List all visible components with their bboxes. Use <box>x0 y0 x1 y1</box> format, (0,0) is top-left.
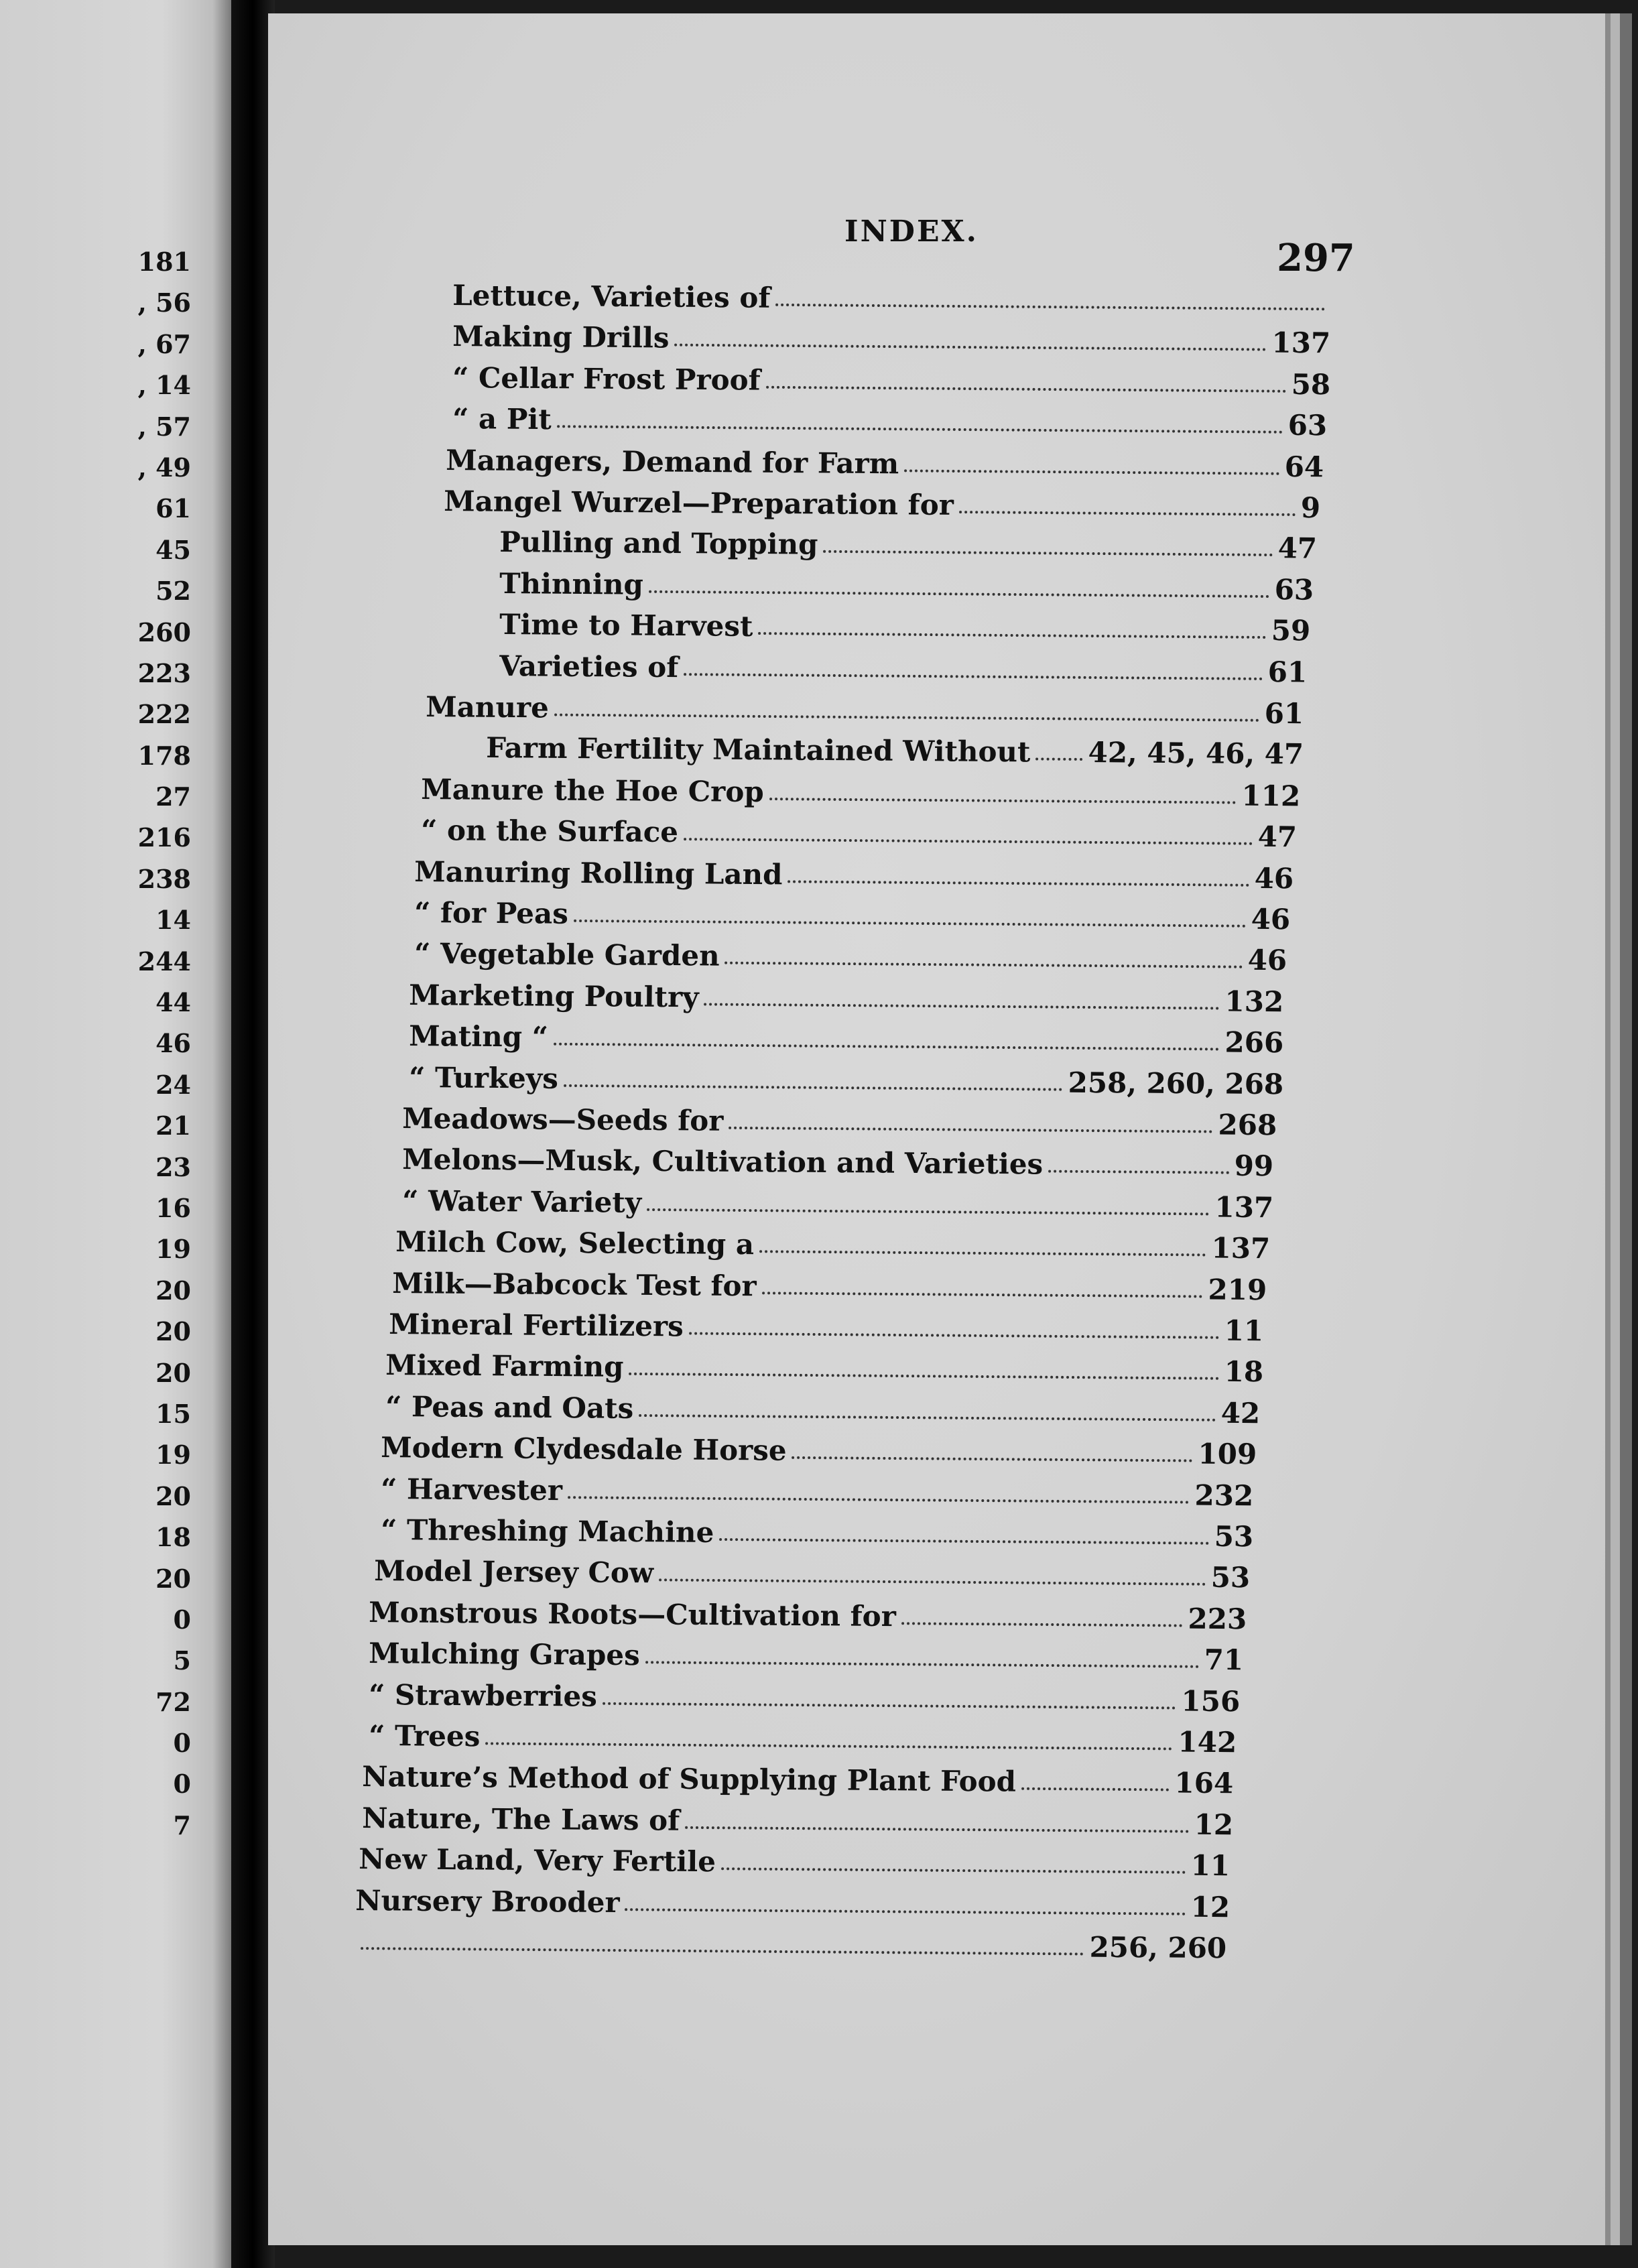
index-entry <box>452 354 1330 401</box>
dot-leader <box>758 632 1265 639</box>
index-entry <box>389 1300 1263 1347</box>
index-term: Mineral Fertilizers <box>389 1308 684 1343</box>
index-term: Mangel Wurzel—Preparation for <box>444 485 954 521</box>
index-term: Managers, Demand for Farm <box>446 443 899 480</box>
index-page-refs: 232 <box>1194 1478 1254 1512</box>
index-entry <box>355 1917 1226 1964</box>
index-page-refs: 132 <box>1224 985 1284 1019</box>
index-page-refs: 42, 45, 46, 47 <box>1088 736 1304 771</box>
left-page-number: 223 <box>137 657 191 688</box>
index-term: Farm Fertility Maintained Without <box>486 731 1031 769</box>
index-term: “ Vegetable Garden <box>414 937 720 972</box>
index-page-refs: 42 <box>1220 1396 1261 1430</box>
index-page-refs: 46 <box>1251 902 1291 936</box>
dot-leader <box>659 1579 1206 1586</box>
index-page-refs: 137 <box>1211 1231 1271 1265</box>
dot-leader <box>704 1003 1220 1009</box>
index-term: New Land, Very Fertile <box>359 1842 716 1879</box>
left-page-number: 260 <box>137 617 191 647</box>
index-page-refs: 12 <box>1194 1808 1234 1842</box>
index-page-refs: 142 <box>1178 1725 1237 1759</box>
left-page-number: 20 <box>155 1563 191 1594</box>
index-entry <box>414 930 1287 976</box>
index-entry <box>381 1465 1253 1512</box>
index-page-refs: 256, 260 <box>1089 1930 1227 1965</box>
left-page-number: 45 <box>155 534 191 565</box>
left-page-number: 222 <box>137 699 191 730</box>
left-page-number: 20 <box>155 1316 191 1347</box>
index-page-refs: 46 <box>1247 944 1287 977</box>
index-page-refs: 53 <box>1210 1561 1251 1594</box>
left-page-number: 238 <box>137 863 191 894</box>
index-term: Nursery Brooder <box>355 1883 620 1919</box>
left-page-number-column <box>84 241 191 1846</box>
index-page-refs: 258, 260, 268 <box>1068 1066 1284 1100</box>
left-page-number: 0 <box>173 1728 191 1759</box>
left-page-number: 0 <box>173 1604 191 1635</box>
index-page-refs: 9 <box>1300 491 1321 525</box>
dot-leader <box>557 425 1283 434</box>
index-entry <box>392 1259 1267 1306</box>
index-entry <box>499 642 1307 688</box>
index-page-refs: 58 <box>1291 367 1331 401</box>
dot-leader <box>629 1373 1218 1380</box>
dot-leader <box>788 880 1249 886</box>
left-page-number: 7 <box>173 1810 191 1840</box>
index-entry <box>369 1671 1240 1718</box>
index-entry <box>426 683 1304 730</box>
index-page-refs: 219 <box>1208 1273 1267 1306</box>
index-page-refs: 46 <box>1254 861 1294 895</box>
index-page-refs: 59 <box>1271 614 1311 647</box>
index-term: Manure <box>426 690 550 724</box>
index-page-refs: 11 <box>1190 1848 1231 1883</box>
dot-leader <box>639 1414 1216 1422</box>
index-page-refs: 109 <box>1198 1437 1257 1471</box>
index-term: “ Strawberries <box>369 1678 598 1713</box>
index-entry <box>409 1054 1283 1100</box>
index-entry <box>374 1547 1250 1594</box>
index-page-refs: 99 <box>1234 1149 1274 1183</box>
index-page-refs: 156 <box>1181 1684 1241 1718</box>
dot-leader <box>564 1084 1063 1090</box>
index-entry <box>385 1383 1260 1430</box>
index-page-refs: 61 <box>1264 696 1304 731</box>
index-page-refs: 64 <box>1284 450 1324 483</box>
dot-leader <box>904 469 1279 475</box>
left-page-number: 244 <box>137 946 191 976</box>
index-term: “ Trees <box>369 1719 481 1753</box>
dot-leader <box>725 962 1243 968</box>
index-term: “ Harvester <box>381 1472 563 1507</box>
index-page-refs: 164 <box>1174 1766 1234 1800</box>
index-term: “ Cellar Frost Proof <box>452 361 761 397</box>
index-term: Mating “ <box>409 1019 549 1054</box>
index-entry <box>452 395 1327 442</box>
left-page-number: 52 <box>155 576 191 607</box>
index-entry <box>414 889 1290 936</box>
dot-leader <box>1048 1170 1229 1174</box>
index-term: Lettuce, Varieties of <box>452 279 771 314</box>
index-page-refs: 137 <box>1271 326 1331 360</box>
page-number: 297 <box>1277 236 1355 280</box>
index-page-refs: 18 <box>1224 1355 1264 1389</box>
index-entry <box>499 601 1310 647</box>
index-page-refs: 63 <box>1287 408 1328 442</box>
left-page-number: 0 <box>173 1769 191 1800</box>
left-page-number: 216 <box>137 822 191 853</box>
dot-leader <box>1021 1787 1170 1791</box>
index-term: Manuring Rolling Land <box>414 855 783 891</box>
dot-leader <box>766 385 1286 392</box>
dot-leader <box>554 714 1259 722</box>
dot-leader <box>769 798 1237 804</box>
index-entry <box>414 848 1294 895</box>
dot-leader <box>361 1947 1084 1955</box>
left-page-number: , 14 <box>137 370 191 401</box>
index-page-refs: 112 <box>1241 779 1301 813</box>
index-page-refs: 63 <box>1274 572 1314 607</box>
index-entry <box>402 1135 1273 1182</box>
index-entry <box>452 312 1330 359</box>
index-term: Varieties of <box>499 649 679 684</box>
index-term: “ Threshing Machine <box>381 1513 714 1549</box>
left-page-number: 14 <box>155 905 191 936</box>
left-page-number: 178 <box>137 740 191 771</box>
left-page-number: 20 <box>155 1357 191 1388</box>
index-term: “ Peas and Oats <box>385 1389 634 1425</box>
index-entry <box>446 436 1324 483</box>
dot-leader <box>684 838 1253 845</box>
dot-leader <box>625 1908 1186 1915</box>
left-page-number: 19 <box>155 1234 191 1265</box>
index-page-refs: 61 <box>1267 655 1308 689</box>
dot-leader <box>574 920 1246 928</box>
dot-leader <box>485 1742 1172 1750</box>
index-term: “ Water Variety <box>402 1184 642 1219</box>
index-entry <box>385 1341 1263 1388</box>
index-term: Mixed Farming <box>385 1348 624 1384</box>
index-page-refs: 223 <box>1188 1602 1247 1636</box>
index-term: Monstrous Roots—Cultivation for <box>369 1595 897 1633</box>
left-page-number: 21 <box>155 1111 191 1141</box>
dot-leader <box>1035 758 1082 761</box>
left-facing-page <box>0 0 231 2268</box>
index-term: Time to Harvest <box>499 608 753 643</box>
left-page-number: , 49 <box>137 452 191 483</box>
index-term: Marketing Poultry <box>409 978 699 1014</box>
index-term: “ on the Surface <box>421 814 679 849</box>
left-page-number: 15 <box>155 1398 191 1429</box>
index-term: “ for Peas <box>414 896 569 930</box>
index-page-refs: 268 <box>1218 1108 1277 1142</box>
left-page-number: 24 <box>155 1069 191 1100</box>
dot-leader <box>823 550 1272 556</box>
left-page-number: 16 <box>155 1192 191 1223</box>
left-page-number: 20 <box>155 1275 191 1306</box>
index-entry <box>362 1794 1233 1841</box>
index-page-refs: 12 <box>1190 1890 1231 1924</box>
index-page-refs: 137 <box>1214 1190 1274 1224</box>
dot-leader <box>759 1250 1206 1256</box>
index-page-refs: 53 <box>1214 1519 1254 1554</box>
dot-leader <box>762 1292 1203 1298</box>
left-page-number: 18 <box>155 1522 191 1553</box>
index-term: Milk—Babcock Test for <box>392 1266 757 1302</box>
index-entry <box>369 1588 1247 1635</box>
index-term: Milch Cow, Selecting a <box>395 1225 755 1261</box>
index-page-refs: 11 <box>1224 1314 1264 1348</box>
index-entry <box>369 1629 1243 1676</box>
index-term: Meadows—Seeds for <box>402 1102 724 1137</box>
index-entry <box>499 518 1317 565</box>
dot-leader <box>689 1332 1219 1339</box>
index-term: Thinning <box>499 566 644 601</box>
left-page-number: 61 <box>155 493 191 524</box>
index-entry <box>486 724 1304 771</box>
index-page-refs: 71 <box>1204 1643 1244 1677</box>
dot-leader <box>729 1127 1212 1133</box>
index-term: Melons—Musk, Cultivation and Varieties <box>402 1143 1044 1181</box>
left-page-number: 181 <box>137 247 191 277</box>
index-page-refs: 266 <box>1224 1025 1284 1060</box>
index-page <box>268 13 1605 2245</box>
left-page-number: , 57 <box>137 411 191 442</box>
index-term: Model Jersey Cow <box>374 1554 654 1590</box>
index-term: Manure the Hoe Crop <box>421 772 764 808</box>
running-title: INDEX. <box>844 214 979 249</box>
index-entry <box>421 765 1300 812</box>
left-page-number: 5 <box>173 1645 191 1676</box>
dot-leader <box>901 1622 1183 1627</box>
left-page-number: 19 <box>155 1440 191 1470</box>
dot-leader <box>685 1826 1189 1833</box>
index-entry <box>381 1506 1253 1553</box>
dot-leader <box>603 1702 1176 1709</box>
dot-leader <box>719 1538 1208 1545</box>
dot-leader <box>775 304 1325 310</box>
index-entry <box>359 1835 1230 1882</box>
left-page-number: 72 <box>155 1686 191 1717</box>
dot-leader <box>674 344 1266 351</box>
index-term: Making Drills <box>452 320 670 355</box>
index-entry <box>395 1218 1270 1265</box>
index-entry <box>444 477 1320 524</box>
left-page-number: 23 <box>155 1151 191 1182</box>
dot-leader <box>568 1496 1190 1503</box>
index-entry <box>409 971 1283 1018</box>
index-list <box>268 13 1605 2245</box>
index-entry <box>362 1753 1233 1800</box>
dot-leader <box>721 1867 1186 1873</box>
index-entry <box>499 560 1314 607</box>
dot-leader <box>647 1208 1209 1216</box>
index-term: “ Turkeys <box>409 1060 559 1095</box>
index-entry <box>369 1712 1237 1759</box>
index-term: Pulling and Topping <box>499 525 818 562</box>
index-term: Nature, The Laws of <box>362 1801 680 1837</box>
left-page-number: 20 <box>155 1480 191 1511</box>
index-page-refs: 47 <box>1277 531 1318 565</box>
left-page-number: , 67 <box>137 328 191 359</box>
dot-leader <box>645 1661 1199 1667</box>
index-entry <box>402 1177 1273 1224</box>
index-entry <box>355 1877 1230 1924</box>
left-page-number: 46 <box>155 1028 191 1059</box>
index-term: Mulching Grapes <box>369 1637 640 1672</box>
index-term: Nature’s Method of Supplying Plant Food <box>362 1760 1017 1799</box>
left-page-number: 27 <box>155 781 191 812</box>
index-entry <box>402 1094 1277 1141</box>
dot-leader <box>792 1456 1193 1462</box>
dot-leader <box>554 1043 1220 1051</box>
index-entry <box>421 806 1297 853</box>
dot-leader <box>649 590 1269 598</box>
dot-leader <box>684 673 1262 680</box>
index-entry <box>452 271 1330 318</box>
index-term: Modern Clydesdale Horse <box>381 1431 787 1467</box>
dot-leader <box>959 511 1296 516</box>
left-page-number: , 56 <box>137 288 191 318</box>
index-entry <box>381 1424 1257 1470</box>
index-term: “ a Pit <box>452 402 552 436</box>
index-page-refs: 47 <box>1257 820 1298 854</box>
left-page-number: 44 <box>155 987 191 1018</box>
index-entry <box>409 1012 1283 1059</box>
